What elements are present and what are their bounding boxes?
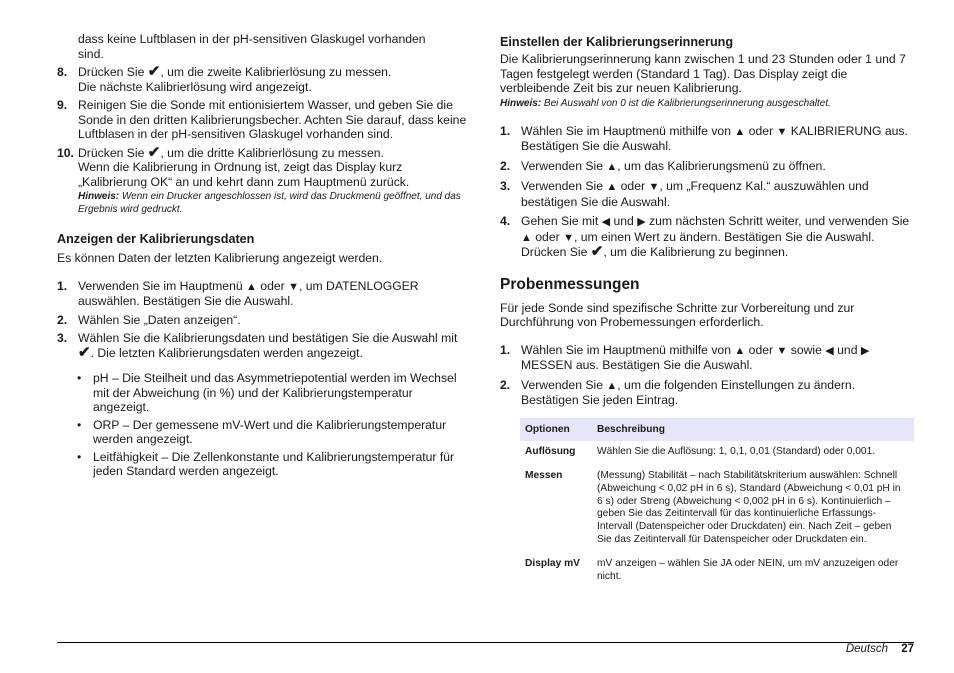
up-arrow-icon: ▲ bbox=[246, 280, 257, 293]
left-column bbox=[57, 32, 469, 479]
list-item: • Leitfähigkeit – Die Zellenkonstante und Kalibrierungstemperatur für jeden Standard werden angezeigt. bbox=[75, 450, 469, 479]
table-header: Optionen bbox=[520, 418, 592, 441]
left-arrow-icon: ◀ bbox=[601, 216, 611, 228]
table-cell: Auflösung bbox=[525, 445, 576, 457]
section-title: Anzeigen der Kalibrierungsdaten bbox=[57, 232, 255, 246]
check-icon: ✔ bbox=[78, 343, 91, 361]
step-8: 8. Drücken Sie ✔, um die zweite Kalibrierlösung zu messen. Die nächste Kalibrierlösung wird angezeigt. bbox=[57, 63, 392, 94]
step-9: 9. Reinigen Sie die Sonde mit entionisiertem Wasser, und geben Sie die Sonde in den dritten Kalibrierungsbecher. Achten Sie darauf, dass keine Luftblasen in der pH-sensitiven Glaskugel vorhanden sind. bbox=[57, 98, 467, 141]
bullet-list bbox=[57, 371, 469, 479]
check-icon: ✔ bbox=[590, 243, 604, 260]
hint-note: Hinweis: Bei Auswahl von 0 ist die Kalibrierungserinnerung ausgeschaltet. bbox=[500, 97, 831, 109]
down-arrow-icon: ▼ bbox=[288, 280, 299, 293]
cal-step-2: 2. Wählen Sie „Daten anzeigen“. bbox=[57, 312, 241, 327]
table-cell: mV anzeigen – wählen Sie JA oder NEIN, um mV anzuzeigen oder nicht. bbox=[597, 558, 899, 583]
check-icon: ✔ bbox=[147, 143, 161, 161]
page-number: 27 bbox=[901, 643, 914, 655]
up-arrow-icon: ▲ bbox=[734, 344, 746, 357]
reminder-step-4: 4. Gehen Sie mit ◀ und ▶ zum nächsten Schritt weiter, und verwenden Sie ▲ oder ▼, um einen Wert zu ändern. Bestätigen Sie die Auswahl. Drücken Sie ✔, um die Kalibrierung zu beginnen. bbox=[500, 214, 910, 260]
reminder-step-1: 1. Wählen Sie im Hauptmenü mithilfe von ▲ oder ▼ KALIBRIERUNG aus. Bestätigen Sie die Auswahl. bbox=[500, 123, 908, 153]
step-10: 10. Drücken Sie ✔, um die dritte Kalibrierlösung zu messen. Wenn die Kalibrierung in Ordnung ist, zeigt das Display kurz „Kalibrierung OK“ an und kehrt dann zum Hauptmenü zurück. Hinweis: Wenn ein Drucker angeschlossen ist, wird das Druckmenü geöffnet, und das Ergebnis wird gedruckt. bbox=[57, 146, 469, 217]
table-header-row bbox=[520, 418, 914, 441]
up-arrow-icon: ▲ bbox=[734, 125, 746, 138]
measure-step-2: 2. Verwenden Sie ▲, um die folgenden Einstellungen zu ändern. Bestätigen Sie jeden Eintrag. bbox=[500, 377, 856, 407]
right-arrow-icon: ▶ bbox=[860, 344, 870, 357]
measure-step-1: 1. Wählen Sie im Hauptmenü mithilfe von ▲ oder ▼ sowie ◀ und ▶ MESSEN aus. Bestätigen Sie die Auswahl. bbox=[500, 342, 870, 372]
cal-step-3: 3. Wählen Sie die Kalibrierungsdaten und bestätigen Sie die Auswahl mit ✔. Die letzten Kalibrierungsdaten werden angezeigt. bbox=[57, 331, 458, 361]
section-intro: Für jede Sonde sind spezifische Schritte zur Vorbereitung und zur Durchführung von Probemessungen erforderlich. bbox=[500, 300, 855, 329]
subsection-title: Einstellen der Kalibrierungserinnerung bbox=[500, 35, 734, 49]
options-table bbox=[520, 418, 914, 591]
page-footer bbox=[846, 643, 914, 655]
right-column bbox=[500, 34, 914, 591]
section-intro: Es können Daten der letzten Kalibrierung angezeigt werden. bbox=[57, 251, 383, 265]
list-item: • pH – Die Steilheit und das Asymmetriepotential werden im Wechsel mit der Abweichung (in %) und der Kalibrierungstemperatur angezeigt. bbox=[75, 371, 469, 415]
down-arrow-icon: ▼ bbox=[563, 231, 574, 244]
table-cell: (Messung) Stabilität – nach Stabilitätskriterium auswählen: Schnell (Abweichung < 0,02 pH in 6 s), Standard (Abweichung < 0,01 pH in 6 s) oder Streng (Abweichung < 0,002 pH in 6 s). Kontinuierlich – geben Sie das Zeitintervall für das kontinuierliche Erfassungs- Intervall (Datenspeicher oder Druckdaten) ein. Nach Zeit – geben Sie das Zeitintervall für Datenspeicher oder Druckdaten ein. bbox=[597, 470, 901, 545]
up-arrow-icon: ▲ bbox=[606, 379, 618, 392]
check-icon: ✔ bbox=[147, 63, 161, 80]
down-arrow-icon: ▼ bbox=[776, 125, 788, 138]
up-arrow-icon: ▲ bbox=[606, 181, 618, 193]
table-header: Beschreibung bbox=[592, 418, 914, 441]
up-arrow-icon: ▲ bbox=[521, 231, 532, 244]
intro-text: dass keine Luftblasen in der pH-sensitiven Glaskugel vorhanden sind. bbox=[78, 32, 426, 61]
right-arrow-icon: ▶ bbox=[637, 216, 646, 228]
up-arrow-icon: ▲ bbox=[606, 160, 618, 173]
cal-step-1: 1. Verwenden Sie im Hauptmenü ▲ oder ▼, um DATENLOGGER auswählen. Bestätigen Sie die Auswahl. bbox=[57, 278, 419, 308]
table-row bbox=[520, 553, 914, 590]
table-cell: Display mV bbox=[525, 558, 580, 570]
table-row bbox=[520, 441, 914, 466]
list-item: • ORP – Der gemessene mV-Wert und die Kalibrierungstemperatur werden angezeigt. bbox=[75, 418, 469, 447]
table-row bbox=[520, 465, 914, 553]
section-heading: Probenmessungen bbox=[500, 275, 640, 293]
footer-language: Deutsch bbox=[845, 643, 888, 655]
reminder-step-3: 3. Verwenden Sie ▲ oder ▼, um „Frequenz Kal.“ auszuwählen und bestätigen Sie die Auswahl. bbox=[500, 179, 869, 209]
reminder-step-2: 2. Verwenden Sie ▲, um das Kalibrierungsmenü zu öffnen. bbox=[500, 158, 826, 173]
footer-divider bbox=[57, 642, 914, 643]
down-arrow-icon: ▼ bbox=[648, 181, 660, 193]
left-arrow-icon: ◀ bbox=[825, 344, 834, 357]
hint-note: Hinweis: Wenn ein Drucker angeschlossen ist, wird das Druckmenü geöffnet, und das Ergebnis wird gedruckt. bbox=[78, 191, 461, 215]
subsection-intro: Die Kalibrierungserinnerung kann zwischen 1 und 23 Stunden oder 1 und 7 Tagen festgelegt werden (Standard 1 Tag). Das Display zeigt die verbleibende Zeit bis zur neuen Kalibrierung. bbox=[500, 52, 906, 95]
table-cell: Wählen Sie die Auflösung: 1, 0,1, 0,01 (Standard) oder 0,001. bbox=[597, 445, 876, 457]
down-arrow-icon: ▼ bbox=[776, 344, 788, 357]
table-cell: Messen bbox=[525, 470, 563, 482]
